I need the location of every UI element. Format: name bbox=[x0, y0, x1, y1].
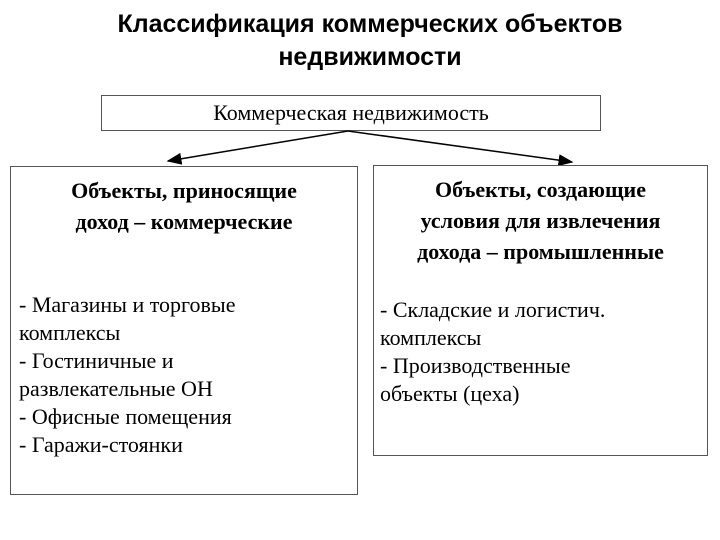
list-item-line: объекты (цеха) bbox=[380, 381, 520, 406]
list-item bbox=[19, 431, 349, 459]
list-item-line: комплексы bbox=[19, 320, 121, 345]
root-node-label: Коммерческая недвижимость bbox=[213, 100, 489, 125]
list-item bbox=[380, 296, 701, 352]
left-box-list bbox=[19, 291, 349, 459]
right-box-title-line: Объекты, создающие bbox=[435, 177, 646, 202]
right-box-title-line: дохода – промышленные bbox=[417, 239, 664, 264]
list-item-line: - Гостиничные и bbox=[19, 348, 174, 373]
left-box-title-line: доход – коммерческие bbox=[75, 209, 293, 234]
list-item bbox=[19, 291, 349, 347]
arrow-to-right-box bbox=[348, 131, 572, 162]
title-line-1: Классификация коммерческих объектов bbox=[117, 10, 623, 38]
right-box-list bbox=[380, 296, 701, 408]
right-box-title-line: условия для извлечения bbox=[420, 208, 661, 233]
list-item-line: развлекательные ОН bbox=[19, 376, 213, 401]
title-line-2: недвижимости bbox=[278, 43, 462, 71]
arrow-to-left-box bbox=[168, 131, 348, 161]
list-item bbox=[19, 403, 349, 431]
list-item-line: - Гаражи-стоянки bbox=[19, 432, 183, 457]
left-box-title-line: Объекты, приносящие bbox=[71, 178, 297, 203]
list-item bbox=[380, 352, 701, 408]
list-item-line: - Магазины и торговые bbox=[19, 292, 236, 317]
list-item bbox=[19, 347, 349, 403]
list-item-line: - Складские и логистич. bbox=[380, 297, 606, 322]
left-category-box bbox=[10, 166, 358, 495]
list-item-line: комплексы bbox=[380, 325, 482, 350]
right-category-box bbox=[373, 165, 708, 456]
left-box-title bbox=[19, 175, 349, 237]
list-item-line: - Производственные bbox=[380, 353, 571, 378]
right-box-title bbox=[380, 174, 701, 267]
list-item-line: - Офисные помещения bbox=[19, 404, 232, 429]
